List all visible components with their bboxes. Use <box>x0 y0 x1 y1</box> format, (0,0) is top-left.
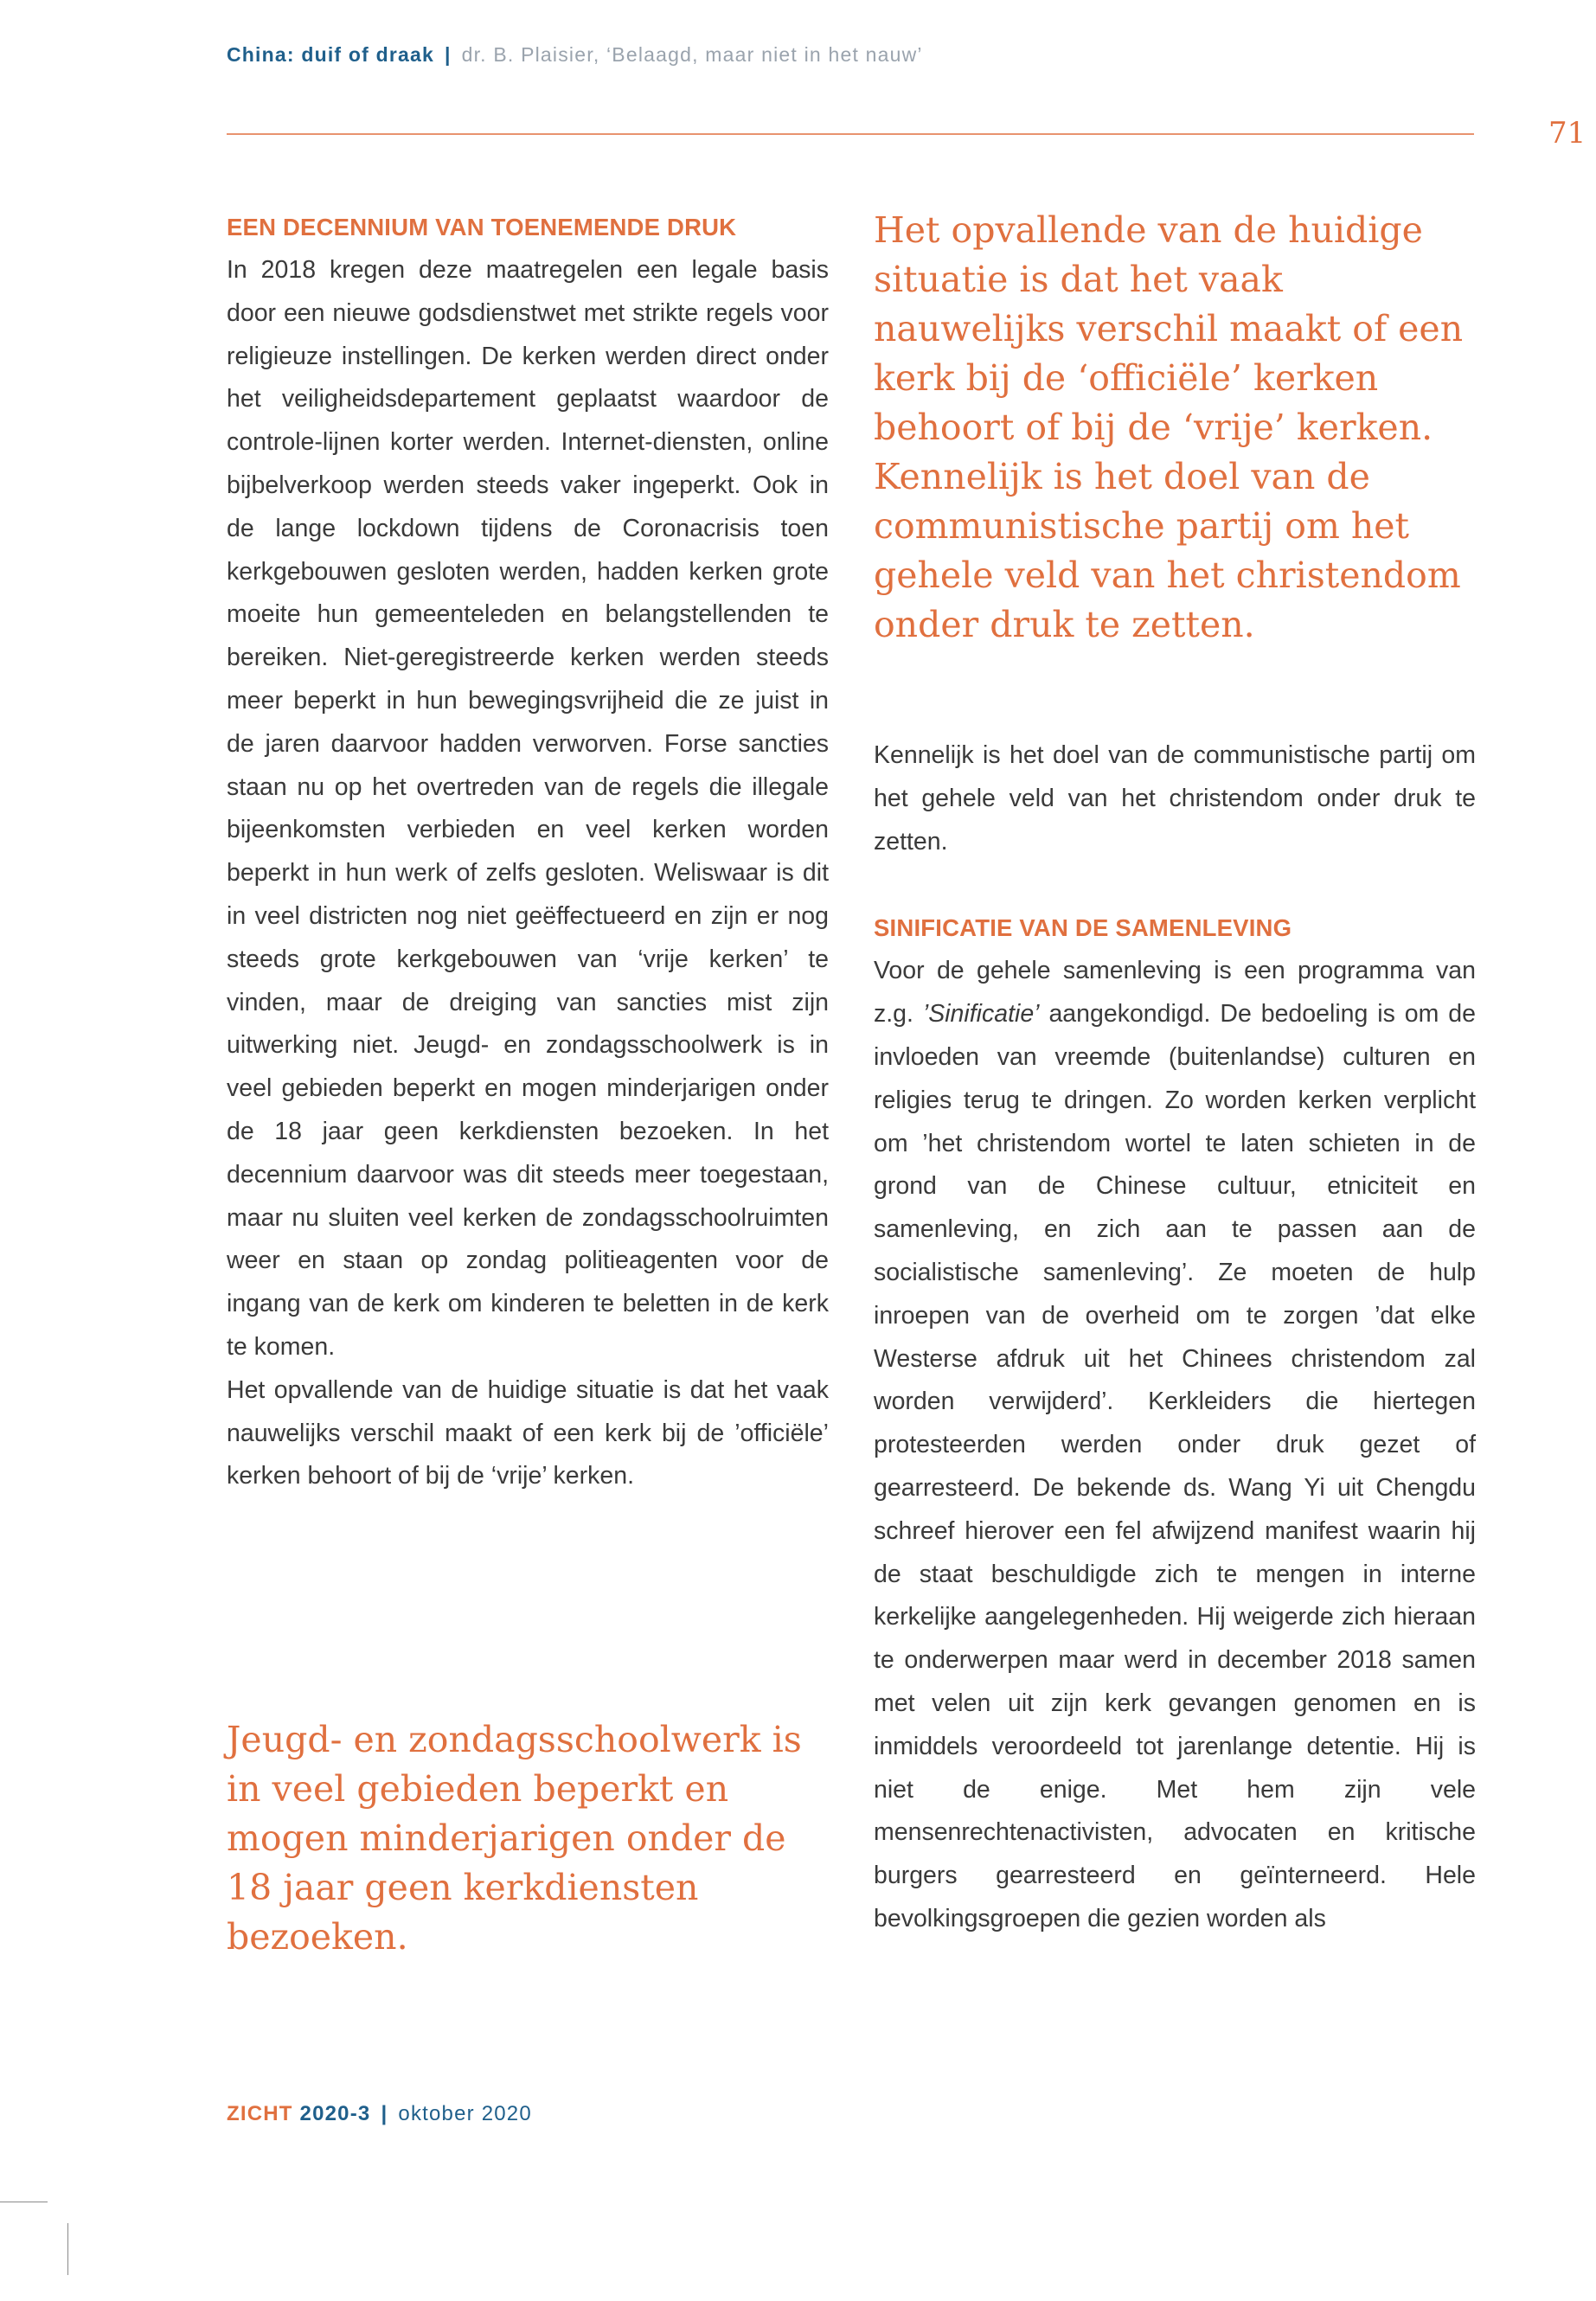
body-paragraph: Het opvallende van de huidige situatie is dat het vaak nauwelijks verschil maakt of een kerk bij de ’officiële’ kerken behoort of bij de ‘vrije’ kerken. <box>227 1375 829 1490</box>
right-column <box>874 206 1476 1941</box>
header-rule <box>227 133 1474 135</box>
body-paragraph: In 2018 kregen deze maatregelen een legale basis door een nieuwe godsdienstwet met strikte regels voor religieuze instellingen. De kerken werden direct onder het veiligheidsdepartement geplaatst waardoor de controle-lijnen korter werden. Internet-diensten, online bijbelverkoop werden steeds vaker ingeperkt. Ook in de lange lockdown tijdens de Coronacrisis toen kerkgebouwen gesloten werden, hadden kerken grote moeite hun gemeenteleden en belangstellenden te bereiken. Niet-geregistreerde kerken werden steeds meer beperkt in hun bewegingsvrijheid die ze juist in de jaren daarvoor hadden verworven. Forse sancties staan nu op het overtreden van de regels die illegale bijeenkomsten verbieden en veel kerken worden beperkt in hun werk of zelfs gesloten. Weliswaar is dit in veel districten nog niet geëffectueerd en zijn er nog steeds grote kerkgebouwen van ‘vrije kerken’ te vinden, maar de dreiging van sancties mist zijn uitwerking niet. Jeugd- en zondagsschoolwerk is in veel gebieden beperkt en mogen minderjarigen onder de 18 jaar geen kerkdiensten bezoeken. In het decennium daarvoor was dit steeds meer toegestaan, maar nu sluiten veel kerken de zondagsschoolruimten weer en staan op zondag politieagenten voor de ingang van de kerk om kinderen te beletten in de kerk te komen. <box>227 256 829 1361</box>
crop-mark <box>67 2223 68 2275</box>
footer <box>227 2102 532 2126</box>
section-heading-sinificatie: SINIFICATIE VAN DE SAMENLEVING <box>874 914 1292 942</box>
footer-journal: ZICHT <box>227 2102 293 2125</box>
spacer <box>874 650 1476 734</box>
footer-date: oktober 2020 <box>398 2102 532 2125</box>
header-separator: | <box>444 43 452 66</box>
body-paragraph: Kennelijk is het doel van de communistische partij om het gehele veld van het christendom onder druk te zetten. <box>874 741 1476 856</box>
page-number: 71 <box>1548 116 1586 151</box>
footer-issue: 2020-3 <box>299 2102 371 2125</box>
spacer <box>874 863 1476 907</box>
footer-separator: | <box>381 2102 388 2125</box>
body-paragraph <box>874 950 1476 1940</box>
journal-title: China: duif of draak <box>227 43 434 66</box>
left-column <box>227 206 829 1958</box>
running-head <box>227 43 923 67</box>
emphasis-sinificatie: ’Sinificatie’ <box>922 1000 1040 1029</box>
pull-quote-opvallende: Het opvallende van de huidige situatie is dat het vaak nauwelijks verschil maakt of een kerk bij de ‘officiële’ kerken behoort of bij de ‘vrije’ kerken. Kennelijk is het doel van de communistische partij om het gehele veld van het christendom onder druk te zetten. <box>874 209 1464 645</box>
article-byline: dr. B. Plaisier, ‘Belaagd, maar niet in het nauw’ <box>461 43 923 66</box>
text-run: aangekondigd. De bedoeling is om de invloeden van vreemde (buitenlandse) culturen en religies terug te dringen. Zo worden kerken verplicht om ’het christendom wortel te laten schieten in de grond van de Chinese cultuur, etniciteit en samenleving, en zich aan te passen aan de socialistische samenleving’. Ze moeten de hulp inroepen van de overheid om te zorgen ’dat elke Westerse afdruk uit het Chinees christendom zal worden verwijderd’. Kerkleiders die hiertegen protesteerden werden onder druk gezet of gearresteerd. De bekende ds. Wang Yi uit Chengdu schreef hierover een fel afwijzend manifest waarin hij de staat beschuldigde zich te mengen in interne kerkelijke aangelegenheden. Hij weigerde zich hieraan te onderwerpen maar werd in december 2018 samen met velen uit zijn kerk gevangen genomen en is inmiddels veroordeeld tot jarenlange detentie. Hij is niet de enige. Met hem zijn vele mensenrechtenactivisten, advocaten en kritische burgers gearresteerd en geïnterneerd. Hele bevolkingsgroepen die gezien worden als <box>874 1000 1477 1932</box>
text-run: Voor de gehele samenleving is een programma van z.g. <box>874 957 1476 1029</box>
pull-quote-jeugdwerk: Jeugd- en zondagsschoolwerk is in veel gebieden beperkt en mogen minderjarigen onder de 18 jaar geen kerkdiensten bezoeken. <box>227 1719 802 1958</box>
section-heading-decennium: EEN DECENNIUM VAN TOENEMENDE DRUK <box>227 214 737 240</box>
